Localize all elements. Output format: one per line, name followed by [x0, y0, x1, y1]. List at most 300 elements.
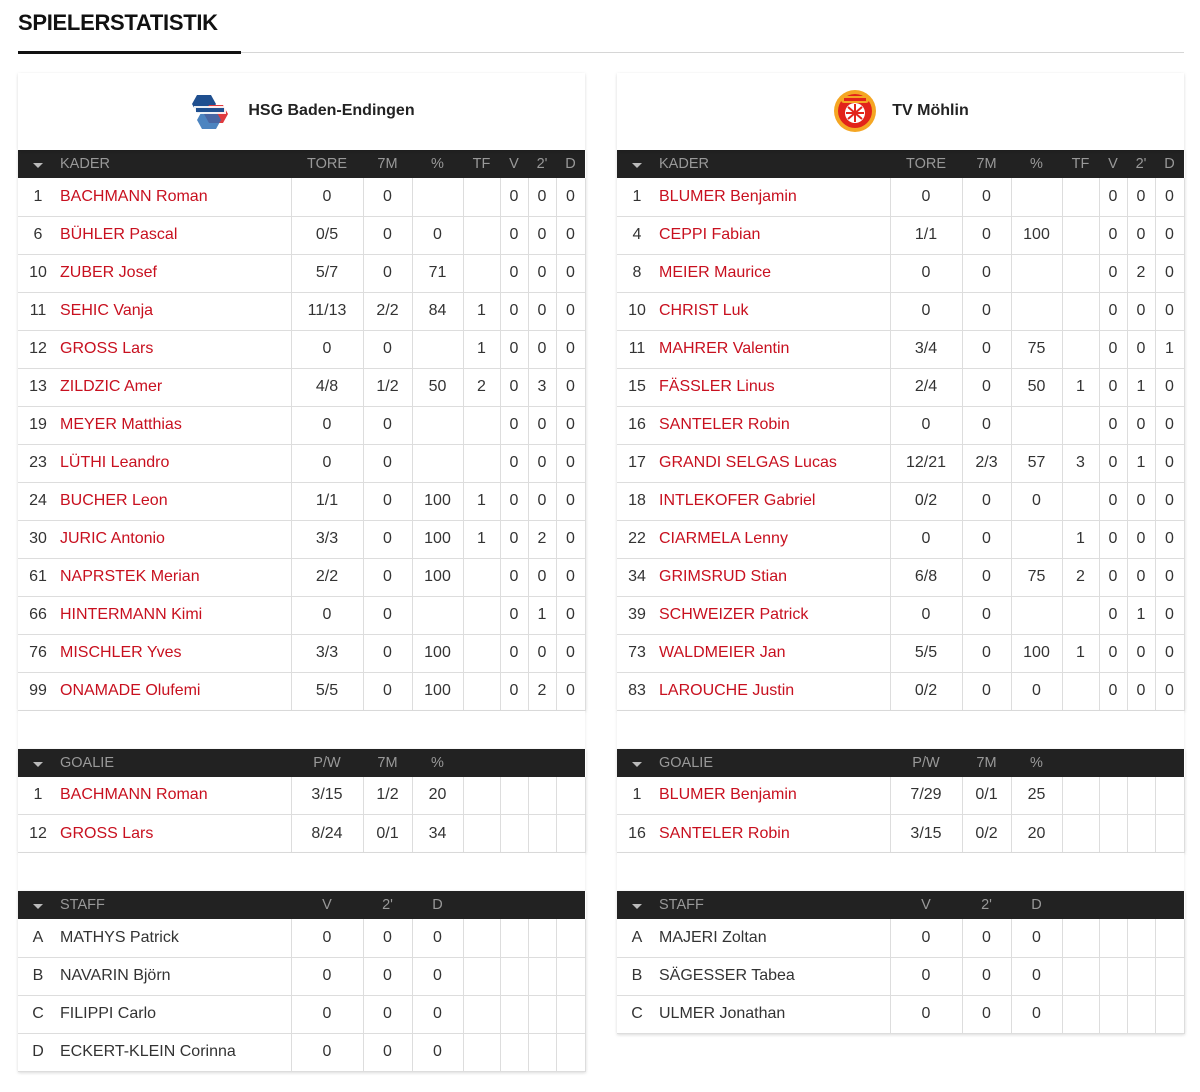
stat-cell: 0 — [528, 558, 556, 596]
section-spacer — [617, 711, 1184, 749]
player-name-link[interactable]: GROSS Lars — [58, 330, 291, 368]
stat-cell: 3/4 — [890, 330, 962, 368]
col-2min: 2' — [382, 897, 393, 913]
col-percent: % — [431, 754, 444, 771]
stat-cell: 0 — [1127, 292, 1155, 330]
caret-down-icon — [632, 762, 642, 767]
stat-cell — [463, 216, 500, 254]
caret-down-icon — [632, 163, 642, 168]
col-percent: % — [431, 156, 444, 172]
stat-cell: 0 — [962, 254, 1011, 292]
stat-cell: 0 — [363, 596, 412, 634]
stat-cell: 0 — [1127, 406, 1155, 444]
staff-table — [18, 891, 586, 1072]
stat-cell: 0/1 — [363, 815, 412, 853]
stat-cell: 0 — [1099, 178, 1127, 216]
player-name-link[interactable]: MEYER Matthias — [58, 406, 291, 444]
stat-cell — [1099, 957, 1127, 995]
stat-cell: 2 — [463, 368, 500, 406]
stat-cell: 0 — [1099, 254, 1127, 292]
stat-cell — [463, 672, 500, 710]
player-name-link[interactable]: SANTELER Robin — [657, 815, 890, 853]
stat-cell — [1062, 815, 1099, 853]
stat-cell — [463, 957, 500, 995]
stat-cell — [412, 406, 463, 444]
stat-cell: 50 — [412, 368, 463, 406]
player-name-link[interactable]: WALDMEIER Jan — [657, 634, 890, 672]
row-number: A — [18, 919, 58, 957]
table-row — [617, 330, 1184, 368]
stat-cell: 1 — [1062, 634, 1099, 672]
collapse-toggle[interactable] — [617, 749, 657, 777]
stat-cell — [1127, 995, 1155, 1033]
player-name-link[interactable]: GROSS Lars — [58, 815, 291, 853]
page-title: SPIELERSTATISTIK — [18, 10, 218, 35]
stat-cell: 5/5 — [291, 672, 363, 710]
row-number: 11 — [617, 330, 657, 368]
stat-cell: 0 — [1099, 330, 1127, 368]
stat-cell — [1011, 520, 1062, 558]
stat-cell: 0 — [1155, 368, 1184, 406]
stat-cell: 1 — [463, 330, 500, 368]
player-name-link[interactable]: BACHMANN Roman — [58, 178, 291, 216]
stat-cell: 0 — [291, 919, 363, 957]
stat-cell: 0 — [556, 216, 585, 254]
stat-cell: 0 — [1099, 292, 1127, 330]
stat-cell — [528, 995, 556, 1033]
stat-cell: 0 — [500, 292, 528, 330]
row-number: 24 — [18, 482, 58, 520]
row-number: 73 — [617, 634, 657, 672]
stat-cell — [1062, 254, 1099, 292]
stat-cell: 0 — [291, 406, 363, 444]
row-number: C — [617, 995, 657, 1033]
player-name-link[interactable]: BLUMER Benjamin — [657, 777, 890, 815]
stat-cell: 0 — [556, 254, 585, 292]
stat-cell: 0 — [962, 330, 1011, 368]
team-header — [617, 73, 1184, 150]
stat-cell — [463, 919, 500, 957]
stat-cell — [1011, 596, 1062, 634]
col-goalie: GOALIE — [60, 754, 114, 771]
stat-cell — [1062, 330, 1099, 368]
stat-cell: 0 — [363, 919, 412, 957]
section-spacer — [18, 853, 585, 891]
stat-cell: 0 — [962, 596, 1011, 634]
stat-cell: 0 — [291, 995, 363, 1033]
stat-cell: 6/8 — [890, 558, 962, 596]
stat-cell: 0 — [500, 444, 528, 482]
stat-cell: 0 — [1155, 254, 1184, 292]
row-number: 61 — [18, 558, 58, 596]
table-row — [617, 995, 1184, 1033]
hsg-baden-endingen-logo — [188, 91, 234, 131]
col-7m: 7M — [377, 754, 398, 771]
col-d: D — [565, 156, 576, 172]
stat-cell: 0 — [363, 520, 412, 558]
collapse-toggle[interactable] — [18, 150, 58, 178]
stat-cell: 0 — [500, 558, 528, 596]
table-row — [18, 919, 585, 957]
stat-cell: 0 — [890, 919, 962, 957]
player-name-link[interactable]: GRANDI SELGAS Lucas — [657, 444, 890, 482]
staff-name: NAVARIN Björn — [58, 957, 291, 995]
stat-cell: 0 — [291, 178, 363, 216]
stat-cell — [556, 995, 585, 1033]
player-name-link[interactable]: SANTELER Robin — [657, 406, 890, 444]
stat-cell: 0 — [528, 292, 556, 330]
stat-cell: 0 — [363, 254, 412, 292]
stat-cell: 1/2 — [363, 777, 412, 815]
stat-cell — [1062, 995, 1099, 1033]
player-name-link[interactable]: SEHIC Vanja — [58, 292, 291, 330]
player-name-link[interactable]: CIARMELA Lenny — [657, 520, 890, 558]
stat-cell — [1127, 919, 1155, 957]
stat-cell: 4/8 — [291, 368, 363, 406]
goalie-header-row — [18, 749, 585, 777]
stat-cell: 5/5 — [890, 634, 962, 672]
table-row — [617, 178, 1184, 216]
player-name-link[interactable]: JURIC Antonio — [58, 520, 291, 558]
row-number: 18 — [617, 482, 657, 520]
stat-cell: 0 — [528, 330, 556, 368]
col-2min: 2' — [536, 156, 548, 172]
stat-cell: 0 — [363, 216, 412, 254]
player-name-link[interactable]: ZILDZIC Amer — [58, 368, 291, 406]
player-name-link[interactable]: CEPPI Fabian — [657, 216, 890, 254]
stat-cell: 0 — [363, 634, 412, 672]
stat-cell: 0 — [1011, 995, 1062, 1033]
stat-cell: 0 — [291, 596, 363, 634]
stat-cell: 0 — [363, 558, 412, 596]
stat-cell: 0 — [556, 634, 585, 672]
stat-cell: 0 — [363, 482, 412, 520]
stat-cell: 0 — [363, 444, 412, 482]
row-number: 6 — [18, 216, 58, 254]
stat-cell — [1099, 995, 1127, 1033]
staff-name: MATHYS Patrick — [58, 919, 291, 957]
col-d: D — [1031, 897, 1042, 913]
stat-cell: 0 — [1155, 596, 1184, 634]
col-pw: P/W — [912, 754, 940, 771]
stat-cell: 1 — [463, 292, 500, 330]
stat-cell: 1 — [1155, 330, 1184, 368]
stat-cell: 1/2 — [363, 368, 412, 406]
stat-cell — [1155, 777, 1184, 815]
stat-cell: 0 — [962, 995, 1011, 1033]
table-row — [617, 919, 1184, 957]
row-number: 76 — [18, 634, 58, 672]
table-row — [18, 596, 585, 634]
stat-cell — [1062, 406, 1099, 444]
stat-cell — [463, 634, 500, 672]
stat-cell: 100 — [412, 482, 463, 520]
stat-cell: 0 — [412, 1033, 463, 1071]
stat-cell: 0 — [1155, 558, 1184, 596]
stat-cell: 0 — [500, 596, 528, 634]
stat-cell: 0 — [528, 216, 556, 254]
table-row — [617, 406, 1184, 444]
stat-cell: 0 — [500, 672, 528, 710]
stat-cell: 0 — [528, 254, 556, 292]
stat-cell — [1011, 178, 1062, 216]
stat-cell — [1062, 482, 1099, 520]
player-name-link[interactable]: ZUBER Josef — [58, 254, 291, 292]
stat-cell: 0 — [291, 957, 363, 995]
player-name-link[interactable]: GRIMSRUD Stian — [657, 558, 890, 596]
player-name-link[interactable]: INTLEKOFER Gabriel — [657, 482, 890, 520]
stat-cell — [1155, 919, 1184, 957]
table-row — [18, 406, 585, 444]
stat-cell — [412, 444, 463, 482]
row-number: 99 — [18, 672, 58, 710]
stat-cell: 100 — [412, 672, 463, 710]
row-number: 30 — [18, 520, 58, 558]
stat-cell — [412, 596, 463, 634]
table-row — [18, 957, 585, 995]
table-row — [18, 634, 585, 672]
stat-cell — [500, 919, 528, 957]
stat-cell — [500, 815, 528, 853]
player-name-link[interactable]: ONAMADE Olufemi — [58, 672, 291, 710]
team-panel-home — [18, 73, 585, 1072]
table-row — [18, 672, 585, 710]
stat-cell: 0 — [363, 672, 412, 710]
table-row — [18, 178, 585, 216]
stat-cell: 0 — [1011, 919, 1062, 957]
col-tore: TORE — [306, 156, 348, 172]
stat-cell: 0 — [962, 672, 1011, 710]
table-row — [617, 482, 1184, 520]
stat-cell: 0 — [1155, 216, 1184, 254]
player-name-link[interactable]: BACHMANN Roman — [58, 777, 291, 815]
goalie-table — [18, 749, 586, 854]
table-row — [18, 444, 585, 482]
stat-cell — [556, 919, 585, 957]
stat-cell — [556, 777, 585, 815]
caret-down-icon — [632, 904, 642, 909]
table-row — [617, 254, 1184, 292]
stat-cell: 0 — [556, 672, 585, 710]
row-number: 39 — [617, 596, 657, 634]
stat-cell: 2/3 — [962, 444, 1011, 482]
row-number: B — [617, 957, 657, 995]
stat-cell: 0 — [1155, 634, 1184, 672]
team-name: TV Möhlin — [892, 102, 969, 119]
stat-cell — [1127, 957, 1155, 995]
collapse-toggle[interactable] — [617, 891, 657, 919]
stat-cell: 0 — [1099, 406, 1127, 444]
stat-cell: 0 — [556, 178, 585, 216]
player-name-link[interactable]: SCHWEIZER Patrick — [657, 596, 890, 634]
stat-cell: 0 — [363, 330, 412, 368]
stat-cell: 0 — [890, 995, 962, 1033]
stat-cell — [463, 558, 500, 596]
stat-cell — [463, 596, 500, 634]
player-name-link[interactable]: NAPRSTEK Merian — [58, 558, 291, 596]
row-number: 10 — [18, 254, 58, 292]
table-row — [18, 815, 585, 853]
stat-cell: 1 — [1062, 520, 1099, 558]
row-number: 83 — [617, 672, 657, 710]
row-number: 1 — [617, 178, 657, 216]
staff-name: SÄGESSER Tabea — [657, 957, 890, 995]
col-percent: % — [1030, 754, 1043, 771]
stat-cell: 0 — [890, 292, 962, 330]
collapse-toggle[interactable] — [18, 749, 58, 777]
player-name-link[interactable]: BLUMER Benjamin — [657, 178, 890, 216]
col-pw: P/W — [313, 754, 341, 771]
stat-cell: 0 — [363, 957, 412, 995]
stat-cell: 0 — [528, 178, 556, 216]
table-row — [18, 520, 585, 558]
stat-cell: 0 — [1099, 368, 1127, 406]
stat-cell: 0 — [962, 634, 1011, 672]
stat-cell — [1127, 777, 1155, 815]
player-name-link[interactable]: MEIER Maurice — [657, 254, 890, 292]
table-row — [617, 368, 1184, 406]
stat-cell: 0 — [556, 482, 585, 520]
stat-cell — [500, 1033, 528, 1071]
collapse-toggle[interactable] — [18, 891, 58, 919]
stat-cell — [463, 178, 500, 216]
stat-cell: 0 — [412, 995, 463, 1033]
player-name-link[interactable]: FÄSSLER Linus — [657, 368, 890, 406]
player-name-link[interactable]: MAHRER Valentin — [657, 330, 890, 368]
player-name-link[interactable]: CHRIST Luk — [657, 292, 890, 330]
stat-cell — [1062, 957, 1099, 995]
stat-cell: 3 — [1062, 444, 1099, 482]
stat-cell: 0 — [500, 482, 528, 520]
stat-cell — [1062, 216, 1099, 254]
stat-cell: 2 — [1062, 558, 1099, 596]
stat-cell: 5/7 — [291, 254, 363, 292]
stat-cell: 0 — [1127, 482, 1155, 520]
stat-cell — [556, 815, 585, 853]
stat-cell: 0 — [1099, 672, 1127, 710]
stat-cell: 1 — [463, 482, 500, 520]
table-row — [617, 957, 1184, 995]
stat-cell: 12/21 — [890, 444, 962, 482]
row-number: C — [18, 995, 58, 1033]
col-d: D — [1164, 156, 1175, 172]
stat-cell — [528, 919, 556, 957]
stat-cell — [1062, 777, 1099, 815]
player-name-link[interactable]: BUCHER Leon — [58, 482, 291, 520]
stat-cell: 0 — [500, 634, 528, 672]
stat-cell: 0 — [528, 482, 556, 520]
stat-cell — [1155, 995, 1184, 1033]
stat-cell: 0 — [500, 406, 528, 444]
col-goalie: GOALIE — [659, 754, 713, 771]
staff-header-row — [617, 891, 1184, 919]
player-name-link[interactable]: MISCHLER Yves — [58, 634, 291, 672]
kader-table — [18, 150, 586, 711]
player-name-link[interactable]: HINTERMANN Kimi — [58, 596, 291, 634]
row-number: 16 — [617, 815, 657, 853]
kader-header-row — [617, 150, 1184, 178]
stat-cell: 0 — [1011, 957, 1062, 995]
stat-cell: 0 — [1099, 216, 1127, 254]
stat-cell: 0 — [890, 520, 962, 558]
stat-cell: 100 — [412, 558, 463, 596]
row-number: 66 — [18, 596, 58, 634]
stat-cell: 0 — [1127, 672, 1155, 710]
stat-cell — [500, 957, 528, 995]
stat-cell: 100 — [1011, 634, 1062, 672]
row-number: 8 — [617, 254, 657, 292]
row-number: 22 — [617, 520, 657, 558]
stat-cell: 0 — [1011, 672, 1062, 710]
tv-moehlin-logo — [832, 88, 878, 134]
stat-cell — [1062, 919, 1099, 957]
table-row — [617, 634, 1184, 672]
stat-cell: 8/24 — [291, 815, 363, 853]
stat-cell — [1062, 596, 1099, 634]
stat-cell — [1155, 815, 1184, 853]
table-row — [18, 368, 585, 406]
player-name-link[interactable]: BÜHLER Pascal — [58, 216, 291, 254]
staff-name: ULMER Jonathan — [657, 995, 890, 1033]
stat-cell: 0 — [500, 254, 528, 292]
player-name-link[interactable]: LAROUCHE Justin — [657, 672, 890, 710]
staff-name: ECKERT-KLEIN Corinna — [58, 1033, 291, 1071]
stat-cell: 0 — [962, 178, 1011, 216]
stat-cell — [1011, 292, 1062, 330]
stat-cell — [1099, 919, 1127, 957]
stat-cell: 0 — [500, 368, 528, 406]
collapse-toggle[interactable] — [617, 150, 657, 178]
col-v: V — [1108, 156, 1118, 172]
stat-cell: 0 — [363, 178, 412, 216]
stat-cell: 71 — [412, 254, 463, 292]
table-row — [18, 292, 585, 330]
stat-cell: 0 — [412, 216, 463, 254]
table-row — [617, 672, 1184, 710]
stat-cell: 0/2 — [890, 482, 962, 520]
stat-cell — [1127, 815, 1155, 853]
stat-cell: 75 — [1011, 330, 1062, 368]
stat-cell — [463, 815, 500, 853]
goalie-table — [617, 749, 1185, 854]
stat-cell: 0 — [500, 520, 528, 558]
stat-cell: 0 — [500, 178, 528, 216]
stat-cell: 1 — [463, 520, 500, 558]
row-number: 10 — [617, 292, 657, 330]
table-row — [18, 330, 585, 368]
stat-cell — [528, 957, 556, 995]
row-number: 17 — [617, 444, 657, 482]
stat-cell: 0 — [556, 558, 585, 596]
stat-cell — [463, 406, 500, 444]
row-number: 16 — [617, 406, 657, 444]
stat-cell: 0 — [1099, 444, 1127, 482]
stat-cell — [463, 254, 500, 292]
table-row — [617, 777, 1184, 815]
stat-cell: 0 — [1155, 178, 1184, 216]
col-v: V — [322, 897, 332, 913]
col-kader: KADER — [60, 156, 110, 172]
row-number: 4 — [617, 216, 657, 254]
stat-cell: 0 — [962, 919, 1011, 957]
row-number: 1 — [18, 777, 58, 815]
stat-cell — [1011, 254, 1062, 292]
stat-cell — [1099, 815, 1127, 853]
stat-cell: 0 — [363, 995, 412, 1033]
player-name-link[interactable]: LÜTHI Leandro — [58, 444, 291, 482]
stat-cell: 0/5 — [291, 216, 363, 254]
stat-cell: 3/15 — [890, 815, 962, 853]
